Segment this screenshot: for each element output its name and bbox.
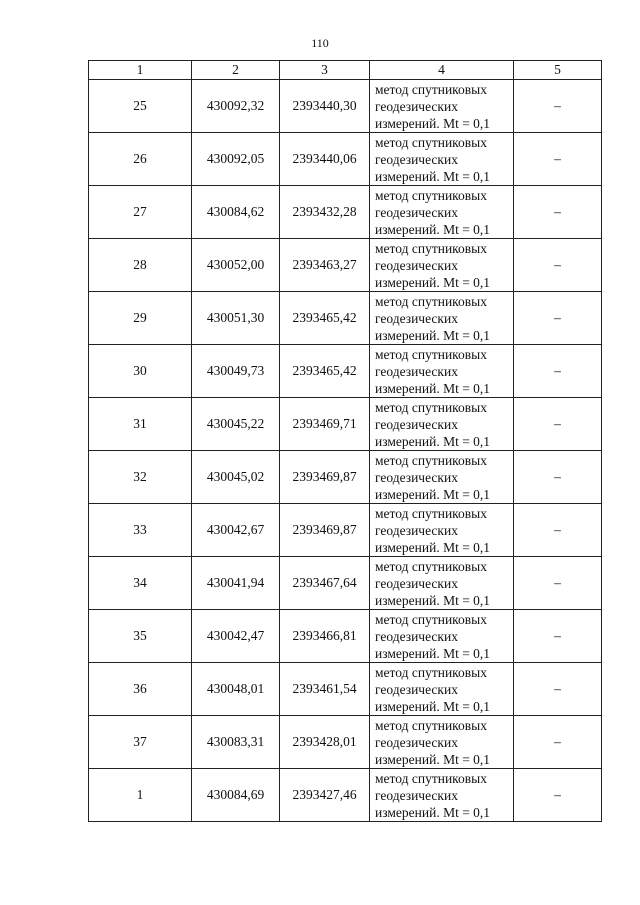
x-coordinate-cell: 430045,02	[192, 451, 280, 504]
method-line: геодезических	[375, 628, 458, 644]
table-row	[89, 80, 602, 133]
header-row	[89, 61, 602, 80]
x-coordinate-cell: 430083,31	[192, 716, 280, 769]
x-coordinate-cell: 430042,67	[192, 504, 280, 557]
x-coordinate-cell: 430084,69	[192, 769, 280, 822]
table-row	[89, 345, 602, 398]
table-row	[89, 610, 602, 663]
point-number-cell: 32	[89, 451, 192, 504]
column-header-1: 1	[89, 61, 192, 80]
x-coordinate-cell: 430092,05	[192, 133, 280, 186]
dash-mark: –	[554, 469, 561, 484]
method-line: метод спутниковых	[375, 664, 487, 680]
method-line: измерений. Mt = 0,1	[375, 804, 491, 820]
y-coordinate-cell: 2393428,01	[280, 716, 370, 769]
method-line: измерений. Mt = 0,1	[375, 645, 491, 661]
method-line: измерений. Mt = 0,1	[375, 486, 491, 502]
method-cell	[370, 504, 514, 557]
point-number-cell: 1	[89, 769, 192, 822]
table-row	[89, 292, 602, 345]
table-row	[89, 451, 602, 504]
method-cell	[370, 610, 514, 663]
dash-mark: –	[554, 363, 561, 378]
dash-mark: –	[554, 416, 561, 431]
table-row	[89, 239, 602, 292]
method-line: метод спутниковых	[375, 293, 487, 309]
y-coordinate-cell: 2393440,06	[280, 133, 370, 186]
method-line: измерений. Mt = 0,1	[375, 592, 491, 608]
method-line: геодезических	[375, 522, 458, 538]
x-coordinate-cell: 430049,73	[192, 345, 280, 398]
y-coordinate-cell: 2393440,30	[280, 80, 370, 133]
method-line: геодезических	[375, 310, 458, 326]
method-cell	[370, 769, 514, 822]
point-number-cell: 30	[89, 345, 192, 398]
method-cell	[370, 451, 514, 504]
point-number-cell: 29	[89, 292, 192, 345]
x-coordinate-cell: 430042,47	[192, 610, 280, 663]
method-cell	[370, 239, 514, 292]
point-number-cell: 27	[89, 186, 192, 239]
dash-mark: –	[554, 151, 561, 166]
note-cell	[514, 292, 602, 345]
table-row	[89, 186, 602, 239]
note-cell	[514, 239, 602, 292]
method-cell	[370, 663, 514, 716]
table-row	[89, 504, 602, 557]
method-line: геодезических	[375, 204, 458, 220]
method-line: геодезических	[375, 787, 458, 803]
method-line: измерений. Mt = 0,1	[375, 539, 491, 555]
method-line: метод спутниковых	[375, 81, 487, 97]
point-number-cell: 34	[89, 557, 192, 610]
method-cell	[370, 133, 514, 186]
table-row	[89, 133, 602, 186]
x-coordinate-cell: 430052,00	[192, 239, 280, 292]
dash-mark: –	[554, 628, 561, 643]
dash-mark: –	[554, 98, 561, 113]
dash-mark: –	[554, 734, 561, 749]
column-header-5: 5	[514, 61, 602, 80]
y-coordinate-cell: 2393427,46	[280, 769, 370, 822]
y-coordinate-cell: 2393461,54	[280, 663, 370, 716]
dash-mark: –	[554, 204, 561, 219]
x-coordinate-cell: 430048,01	[192, 663, 280, 716]
column-header-4: 4	[370, 61, 514, 80]
method-line: измерений. Mt = 0,1	[375, 698, 491, 714]
note-cell	[514, 186, 602, 239]
method-line: измерений. Mt = 0,1	[375, 274, 491, 290]
note-cell	[514, 398, 602, 451]
y-coordinate-cell: 2393432,28	[280, 186, 370, 239]
method-line: измерений. Mt = 0,1	[375, 380, 491, 396]
dash-mark: –	[554, 575, 561, 590]
method-cell	[370, 398, 514, 451]
method-line: метод спутниковых	[375, 134, 487, 150]
point-number-cell: 33	[89, 504, 192, 557]
method-line: метод спутниковых	[375, 717, 487, 733]
method-line: геодезических	[375, 734, 458, 750]
x-coordinate-cell: 430092,32	[192, 80, 280, 133]
point-number-cell: 37	[89, 716, 192, 769]
note-cell	[514, 610, 602, 663]
y-coordinate-cell: 2393465,42	[280, 345, 370, 398]
method-line: измерений. Mt = 0,1	[375, 327, 491, 343]
note-cell	[514, 716, 602, 769]
note-cell	[514, 663, 602, 716]
column-header-3: 3	[280, 61, 370, 80]
method-line: геодезических	[375, 151, 458, 167]
method-cell	[370, 557, 514, 610]
method-line: метод спутниковых	[375, 452, 487, 468]
method-line: геодезических	[375, 257, 458, 273]
note-cell	[514, 504, 602, 557]
y-coordinate-cell: 2393465,42	[280, 292, 370, 345]
note-cell	[514, 345, 602, 398]
method-line: геодезических	[375, 469, 458, 485]
method-line: метод спутниковых	[375, 240, 487, 256]
x-coordinate-cell: 430045,22	[192, 398, 280, 451]
method-line: измерений. Mt = 0,1	[375, 221, 491, 237]
note-cell	[514, 769, 602, 822]
coordinates-table	[88, 60, 602, 822]
point-number-cell: 35	[89, 610, 192, 663]
method-line: геодезических	[375, 416, 458, 432]
y-coordinate-cell: 2393463,27	[280, 239, 370, 292]
method-line: метод спутниковых	[375, 346, 487, 362]
method-cell	[370, 345, 514, 398]
method-line: метод спутниковых	[375, 187, 487, 203]
method-line: метод спутниковых	[375, 558, 487, 574]
point-number-cell: 26	[89, 133, 192, 186]
table-row	[89, 663, 602, 716]
x-coordinate-cell: 430051,30	[192, 292, 280, 345]
point-number-cell: 31	[89, 398, 192, 451]
dash-mark: –	[554, 522, 561, 537]
table-row	[89, 557, 602, 610]
x-coordinate-cell: 430084,62	[192, 186, 280, 239]
method-line: геодезических	[375, 575, 458, 591]
table-row	[89, 769, 602, 822]
x-coordinate-cell: 430041,94	[192, 557, 280, 610]
method-cell	[370, 186, 514, 239]
method-line: метод спутниковых	[375, 505, 487, 521]
y-coordinate-cell: 2393469,87	[280, 451, 370, 504]
table-row	[89, 398, 602, 451]
method-line: измерений. Mt = 0,1	[375, 115, 491, 131]
y-coordinate-cell: 2393467,64	[280, 557, 370, 610]
method-cell	[370, 80, 514, 133]
table-body	[89, 80, 602, 822]
method-line: измерений. Mt = 0,1	[375, 751, 491, 767]
note-cell	[514, 451, 602, 504]
point-number-cell: 25	[89, 80, 192, 133]
dash-mark: –	[554, 681, 561, 696]
dash-mark: –	[554, 257, 561, 272]
method-line: измерений. Mt = 0,1	[375, 168, 491, 184]
method-line: измерений. Mt = 0,1	[375, 433, 491, 449]
note-cell	[514, 133, 602, 186]
method-line: геодезических	[375, 98, 458, 114]
method-cell	[370, 292, 514, 345]
table-header	[89, 61, 602, 80]
dash-mark: –	[554, 310, 561, 325]
y-coordinate-cell: 2393469,71	[280, 398, 370, 451]
point-number-cell: 28	[89, 239, 192, 292]
method-line: метод спутниковых	[375, 611, 487, 627]
method-line: метод спутниковых	[375, 770, 487, 786]
page-number: 110	[311, 36, 329, 50]
method-line: геодезических	[375, 363, 458, 379]
note-cell	[514, 557, 602, 610]
method-line: метод спутниковых	[375, 399, 487, 415]
note-cell	[514, 80, 602, 133]
method-line: геодезических	[375, 681, 458, 697]
y-coordinate-cell: 2393469,87	[280, 504, 370, 557]
dash-mark: –	[554, 787, 561, 802]
point-number-cell: 36	[89, 663, 192, 716]
column-header-2: 2	[192, 61, 280, 80]
y-coordinate-cell: 2393466,81	[280, 610, 370, 663]
method-cell	[370, 716, 514, 769]
table-row	[89, 716, 602, 769]
